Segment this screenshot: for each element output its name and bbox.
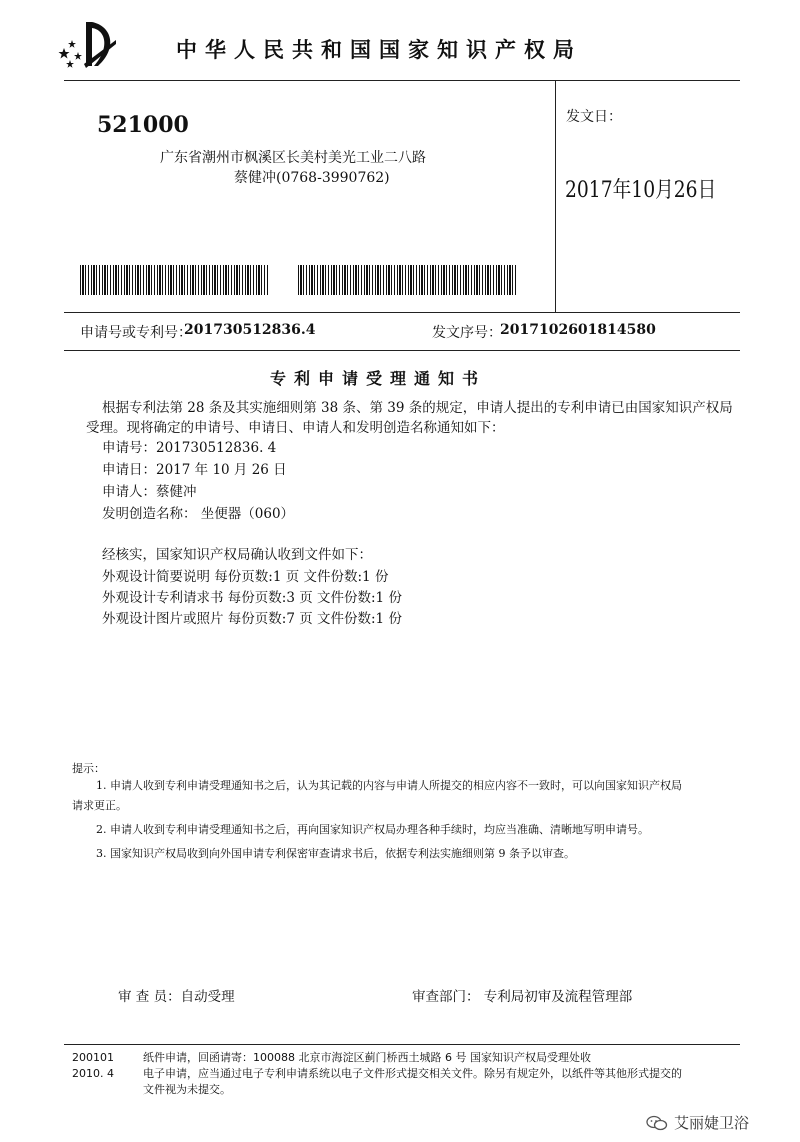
department-line: 审查部门： 专利局初审及流程管理部	[412, 989, 633, 1005]
barcode-right	[298, 265, 516, 295]
received-file-item: 外观设计专利请求书 每份页数:3 页 文件份数:1 份	[102, 590, 402, 606]
application-number-label: 申请号或专利号：	[80, 325, 192, 341]
application-number-value: 201730512836.4	[184, 322, 316, 338]
recipient-name-phone: 蔡健冲(0768-3990762)	[234, 170, 390, 186]
footer-electronic-note: 电子申请，应当通过电子专利申请系统以电子文件形式提交相关文件。除另有规定外，以纸件等其他形式提交的	[143, 1067, 682, 1080]
postal-code: 521000	[97, 112, 189, 138]
received-file-item: 外观设计简要说明 每份页数:1 页 文件份数:1 份	[102, 569, 389, 585]
recipient-address: 广东省潮州市枫溪区长美村美光工业二八路	[160, 150, 426, 166]
footer-electronic-note-continuation: 文件视为未提交。	[143, 1083, 231, 1096]
examiner-line: 审 查 员：自动受理	[118, 989, 235, 1005]
watermark-text: 艾丽婕卫浴	[674, 1114, 750, 1132]
confirmation-line: 经核实，国家知识产权局确认收到文件如下：	[102, 547, 372, 563]
tip-item: 2. 申请人收到专利申请受理通知书之后，再向国家知识产权局办理各种手续时，均应当准确、清晰地写明申请号。	[96, 823, 649, 836]
tips-label: 提示：	[72, 762, 105, 775]
barcode-divider	[64, 312, 740, 313]
watermark	[646, 1112, 749, 1133]
numbers-divider	[64, 350, 740, 351]
body-paragraph-line: 根据专利法第 28 条及其实施细则第 38 条、第 39 条的规定，申请人提出的专利申请已由国家知识产权局	[102, 400, 733, 416]
invention-name-line: 发明创造名称： 坐便器（060）	[102, 506, 295, 522]
office-title: 中华人民共和国国家知识产权局	[176, 38, 582, 62]
serial-number-label: 发文序号：	[432, 325, 502, 341]
received-file-item: 外观设计图片或照片 每份页数:7 页 文件份数:1 份	[102, 611, 402, 627]
form-code: 200101	[72, 1051, 114, 1064]
footer-divider	[64, 1044, 740, 1045]
footer-paper-note: 纸件申请，回函请寄：100088 北京市海淀区蓟门桥西土城路 6 号 国家知识产权局受理处收	[143, 1051, 591, 1064]
wechat-icon	[646, 1115, 668, 1131]
body-paragraph-line: 受理。现将确定的申请号、申请日、申请人和发明创造名称通知如下：	[86, 420, 505, 436]
issue-date-label: 发文日：	[566, 109, 622, 125]
form-version: 2010. 4	[72, 1067, 114, 1080]
header-divider	[64, 80, 740, 81]
applicant-line: 申请人：蔡健冲	[102, 484, 197, 500]
cnipa-logo	[58, 18, 120, 70]
application-number-line: 申请号：201730512836. 4	[102, 440, 277, 456]
document-title: 专利申请受理通知书	[270, 369, 487, 388]
serial-number-value: 2017102601814580	[500, 322, 656, 338]
application-date-line: 申请日：2017 年 10 月 26 日	[102, 462, 287, 478]
date-box-divider	[555, 80, 556, 312]
tip-item-continuation: 请求更正。	[72, 799, 127, 812]
tip-item: 1. 申请人收到专利申请受理通知书之后，认为其记载的内容与申请人所提交的相应内容不一致时，可以向国家知识产权局	[96, 779, 682, 792]
issue-date: 2017年10月26日	[565, 178, 717, 203]
tip-item: 3. 国家知识产权局收到向外国申请专利保密审查请求书后，依据专利法实施细则第 9 条予以审查。	[96, 847, 575, 860]
barcode-left	[80, 265, 268, 295]
